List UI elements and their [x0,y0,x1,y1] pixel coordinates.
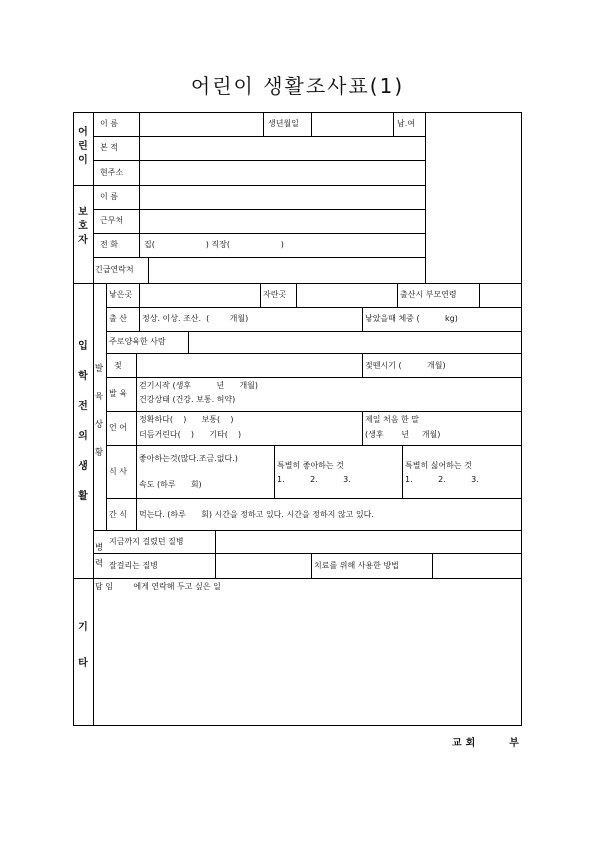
table-rule-line [93,209,425,210]
table-rule-line [139,112,140,185]
table-rule-line [274,445,275,498]
first-words-label: 제일 처음 한 말 [365,415,419,424]
table-rule-line [93,257,425,258]
guardian-emergency-label: 긴급연락처 [95,265,134,274]
caregiver-label: 주로양육한 사람 [109,337,166,346]
table-rule-line [148,257,149,283]
guardian-phone-value: 집( ) 직장( ) [144,240,284,249]
table-rule-line [362,411,363,445]
table-rule-line [73,185,425,186]
table-rule-line [139,283,140,331]
child-gender-label: 남.여 [397,119,415,128]
child-origin-label: 본 적 [100,143,118,152]
section-illness-label: 병력 [94,543,104,569]
table-rule-line [362,353,363,377]
likes-label: 특별히 좋아하는 것 [277,461,344,470]
eating-value: 좋아하는것(많다.조금.없다.) [139,454,238,463]
birth-label: 출 산 [109,314,127,323]
table-rule-line [93,233,425,234]
table-rule-line [188,331,189,353]
table-rule-line [296,283,297,307]
dislikes-label: 특별히 싫어하는 것 [405,461,472,470]
table-rule-line [106,353,522,354]
teacher-note-label: 담 임 에게 연락해 두고 싶은 일 [95,582,221,591]
guardian-work-label: 근무처 [100,216,124,225]
table-rule-line [136,353,137,498]
child-name-label: 이 름 [100,119,118,128]
birth-value: 정상. 이상. 조산. ( 개월) [142,314,249,323]
table-rule-line [260,283,261,307]
table-rule-line [432,553,433,578]
table-rule-line [73,578,522,579]
section-guardian-label: 보호자 [78,207,88,246]
table-rule-line [106,498,522,499]
birthplace-label: 낳은곳 [109,290,133,299]
speech-clarity-value: 정확하다( ) 보통( ) [139,415,234,424]
milk-label: 젖 [114,361,122,370]
table-rule-line [106,331,522,332]
table-rule-line [402,445,403,498]
table-rule-line [425,112,426,283]
page-title: 어린이 생활조사표(1) [190,74,405,98]
eating-speed-value: 속도 (하루 회) [139,480,202,489]
table-rule-line [215,530,216,578]
speech-slow-value: 더듬거린다( ) 기타( ) [139,430,242,439]
table-rule-line [393,112,394,136]
table-rule-line [93,530,522,531]
first-words-value: (생후 년 개월) [365,430,441,439]
table-rule-line [311,112,312,136]
table-rule-line [479,283,480,307]
table-rule-line [106,307,522,308]
likes-items: 1. 2. 3. [277,475,351,484]
guardian-name-label: 이 름 [100,192,118,201]
table-rule-line [106,445,522,446]
section-pre-school-label: 입학전의생활 [78,341,88,502]
section-child-label: 어린이 [78,127,88,166]
table-rule-line [311,553,312,578]
health-value: 건강상태 (건강. 보통. 허약) [139,395,236,404]
table-rule-line [106,283,107,530]
table-rule-line [106,377,522,378]
table-rule-line [73,283,522,284]
meal-label: 식 사 [109,467,127,476]
language-label: 언 어 [109,423,127,432]
child-address-label: 현주소 [100,168,124,177]
table-rule-line [93,136,425,137]
birth-weight-label: 낳았을때 체중 ( kg) [365,314,458,323]
walking-value: 걷기시작 (생후 년 개월) [139,381,259,390]
parents-age-label: 출산시 부모연령 [400,290,457,299]
table-rule-line [93,160,425,161]
footer-church-department: 교회 부 [452,738,523,749]
prone-illness-label: 잘걸리는 질병 [109,561,158,570]
child-birth-label: 생년월일 [268,119,299,128]
weaning-label: 젖뗀시기 ( 개월) [365,361,446,370]
table-rule-line [263,112,264,136]
table-rule-line [139,185,140,257]
snack-label: 간 식 [109,510,127,519]
table-rule-line [106,411,522,412]
table-rule-line [362,307,363,331]
guardian-phone-label: 전 화 [100,240,118,249]
raised-place-label: 자란곳 [263,290,287,299]
table-rule-line [136,498,137,530]
section-development-label: 발육상황 [94,364,104,458]
treatment-label: 치료를 위해 사용한 방법 [314,561,399,570]
section-etc-label: 기타 [78,622,88,669]
growth-label: 발 육 [109,389,127,398]
snack-value: 먹는다. (하루 회) 시간을 정하고 있다. 시간을 정하지 않고 있다. [139,510,374,519]
past-illness-label: 지금까지 걸렸던 질병 [109,537,184,546]
table-rule-line [397,283,398,307]
table-rule-line [93,553,522,554]
dislikes-items: 1. 2. 3. [405,475,479,484]
